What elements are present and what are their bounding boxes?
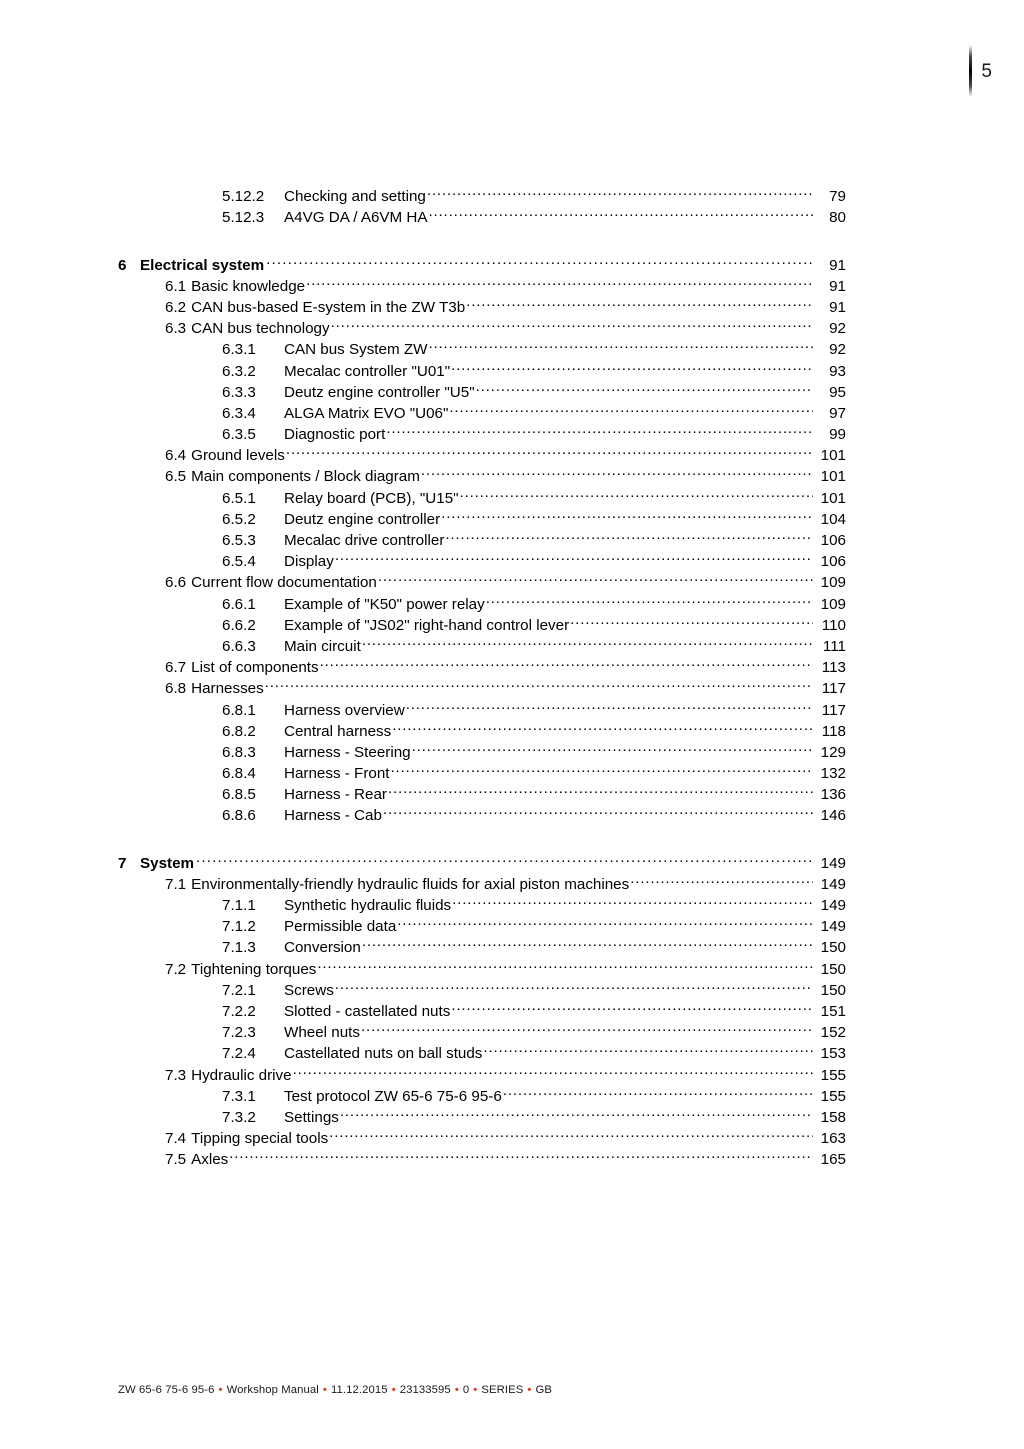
footer-separator-icon: • bbox=[527, 1384, 532, 1396]
toc-entry-number: 6.6.1 bbox=[222, 595, 256, 613]
toc-leader-dots bbox=[460, 487, 813, 502]
toc-entry-number: 7.3.2 bbox=[222, 1108, 256, 1126]
toc-entry-page: 92 bbox=[829, 320, 846, 338]
toc-entry-title: Tightening torques bbox=[191, 960, 317, 978]
toc-entry-number: 5.12.2 bbox=[222, 188, 265, 206]
toc-entry-page: 101 bbox=[820, 447, 846, 465]
toc-leader-dots bbox=[196, 852, 813, 867]
toc-entry-number: 6.3.1 bbox=[222, 341, 256, 359]
toc-entry-number: 7.4 bbox=[165, 1130, 187, 1148]
toc-entry-number: 6.1 bbox=[165, 277, 187, 295]
toc-entry-page: 146 bbox=[820, 807, 846, 825]
toc-section-gap bbox=[0, 228, 1024, 254]
toc-entry-page: 79 bbox=[829, 188, 846, 206]
toc-entry-page: 165 bbox=[820, 1151, 846, 1169]
toc-entry-page: 95 bbox=[829, 383, 846, 401]
footer-part: 11.12.2015 bbox=[330, 1384, 388, 1396]
toc-entry[interactable] bbox=[0, 487, 1024, 508]
toc-entry-title: Deutz engine controller "U5" bbox=[284, 383, 475, 401]
toc-entry-page: 101 bbox=[820, 468, 846, 486]
page-footer bbox=[118, 1384, 552, 1396]
toc-entry-title: Example of "K50" power relay bbox=[284, 595, 485, 613]
toc-entry-title: Tipping special tools bbox=[191, 1130, 329, 1148]
toc-entry-number: 7.2.4 bbox=[222, 1045, 256, 1063]
toc-leader-dots bbox=[486, 593, 813, 608]
toc-entry[interactable] bbox=[0, 657, 1024, 678]
toc-entry-page: 113 bbox=[821, 659, 846, 677]
toc-entry[interactable] bbox=[0, 742, 1024, 763]
toc-leader-dots bbox=[449, 403, 813, 418]
toc-entry-page: 155 bbox=[820, 1066, 846, 1084]
toc-entry-title: Electrical system bbox=[140, 256, 265, 274]
toc-entry-number: 7.2.1 bbox=[222, 981, 256, 999]
toc-entry[interactable] bbox=[0, 678, 1024, 699]
toc-entry-number: 6.5.1 bbox=[222, 489, 256, 507]
toc-entry-page: 111 bbox=[822, 637, 846, 655]
toc-leader-dots bbox=[335, 551, 813, 566]
toc-entry-title: CAN bus System ZW bbox=[284, 341, 428, 359]
toc-leader-dots bbox=[421, 466, 813, 481]
toc-leader-dots bbox=[286, 445, 813, 460]
toc-entry-title: Castellated nuts on ball studs bbox=[284, 1045, 483, 1063]
toc-entry-title: Relay board (PCB), "U15" bbox=[284, 489, 459, 507]
footer-part: 0 bbox=[462, 1384, 470, 1396]
toc-entry[interactable] bbox=[0, 852, 1024, 873]
header-page-marker bbox=[969, 45, 992, 97]
toc-entry[interactable] bbox=[0, 958, 1024, 979]
footer-separator-icon: • bbox=[454, 1384, 459, 1396]
toc-entry-page: 106 bbox=[820, 553, 846, 571]
toc-leader-dots bbox=[265, 678, 813, 693]
toc-entry-number: 6.5.3 bbox=[222, 532, 256, 549]
toc-entry-number: 7.1.2 bbox=[222, 918, 256, 936]
footer-part: 23133595 bbox=[399, 1384, 451, 1396]
footer-part: GB bbox=[535, 1384, 552, 1396]
toc-entry[interactable] bbox=[0, 403, 1024, 424]
toc-entry[interactable] bbox=[0, 1064, 1024, 1085]
toc-entry-title: ALGA Matrix EVO "U06" bbox=[284, 404, 449, 422]
toc-entry-title: Harness overview bbox=[284, 701, 405, 719]
toc-entry-page: 129 bbox=[820, 743, 846, 761]
toc-entry-page: 92 bbox=[829, 341, 846, 359]
toc-entry-number: 6.3.4 bbox=[222, 404, 256, 422]
toc-entry-number: 7 bbox=[118, 854, 127, 872]
toc-leader-dots bbox=[630, 874, 813, 889]
toc-entry-title: Main components / Block diagram bbox=[191, 468, 420, 486]
footer-separator-icon: • bbox=[473, 1384, 478, 1396]
toc-entry-number: 7.3 bbox=[165, 1066, 187, 1084]
toc-entry-page: 149 bbox=[820, 918, 846, 936]
toc-entry-title: Harness - Front bbox=[284, 765, 390, 783]
toc-entry-title: Main circuit bbox=[284, 637, 361, 655]
toc-entry-title: Mecalac controller "U01" bbox=[284, 362, 451, 380]
toc-entry[interactable] bbox=[0, 763, 1024, 784]
toc-entry-title: Synthetic hydraulic fluids bbox=[284, 897, 452, 914]
toc-entry-number: 6.8.6 bbox=[222, 807, 256, 825]
toc-leader-dots bbox=[306, 276, 813, 291]
toc-entry[interactable] bbox=[0, 551, 1024, 572]
toc-leader-dots bbox=[483, 1043, 813, 1058]
toc-entry-number: 7.5 bbox=[165, 1151, 187, 1169]
toc-leader-dots bbox=[362, 636, 813, 651]
toc-entry-page: 91 bbox=[829, 256, 846, 274]
toc-entry-number: 6.7 bbox=[165, 659, 187, 677]
toc-entry-title: Ground levels bbox=[191, 447, 285, 465]
toc-entry-title: Harness - Cab bbox=[284, 807, 382, 825]
toc-entry-title: Permissible data bbox=[284, 918, 397, 936]
toc-leader-dots bbox=[320, 657, 813, 672]
toc-entry-page: 99 bbox=[829, 426, 846, 444]
table-of-contents bbox=[0, 186, 1024, 1170]
toc-entry-title: Harness - Rear bbox=[284, 786, 387, 804]
toc-entry-title: Mecalac drive controller bbox=[284, 532, 445, 549]
toc-entry-title: Wheel nuts bbox=[284, 1024, 360, 1042]
toc-entry[interactable] bbox=[0, 874, 1024, 895]
footer-part: SERIES bbox=[481, 1384, 524, 1396]
toc-entry[interactable] bbox=[0, 207, 1024, 228]
toc-leader-dots bbox=[392, 721, 813, 736]
toc-entry-number: 6.4 bbox=[165, 447, 187, 465]
toc-entry-title: Current flow documentation bbox=[191, 574, 377, 592]
toc-entry[interactable] bbox=[0, 360, 1024, 381]
toc-entry-number: 6.5.2 bbox=[222, 510, 256, 528]
toc-leader-dots bbox=[378, 572, 813, 587]
toc-entry-title: Display bbox=[284, 553, 334, 571]
toc-entry-number: 6.8.1 bbox=[222, 701, 256, 719]
toc-entry-title: Settings bbox=[284, 1108, 339, 1126]
toc-entry-title: Checking and setting bbox=[284, 188, 426, 206]
toc-entry-number: 6.8.3 bbox=[222, 743, 256, 761]
toc-entry-title: Deutz engine controller bbox=[284, 510, 441, 528]
toc-entry-page: 91 bbox=[829, 277, 846, 295]
toc-leader-dots bbox=[412, 742, 813, 757]
toc-entry-number: 6.8 bbox=[165, 680, 187, 698]
toc-leader-dots bbox=[329, 1128, 813, 1143]
toc-entry[interactable] bbox=[0, 1043, 1024, 1064]
toc-entry[interactable] bbox=[0, 615, 1024, 636]
toc-leader-dots bbox=[451, 360, 813, 375]
toc-entry-title: System bbox=[140, 854, 195, 872]
toc-entry[interactable] bbox=[0, 721, 1024, 742]
toc-entry[interactable] bbox=[0, 318, 1024, 339]
toc-entry-page: 150 bbox=[820, 960, 846, 978]
toc-entry-page: 97 bbox=[829, 404, 846, 422]
toc-leader-dots bbox=[335, 980, 813, 995]
toc-entry[interactable] bbox=[0, 424, 1024, 445]
toc-entry-page: 80 bbox=[829, 209, 846, 227]
toc-leader-dots bbox=[406, 699, 813, 714]
toc-leader-dots bbox=[331, 318, 813, 333]
toc-entry[interactable] bbox=[0, 339, 1024, 360]
toc-entry-title: Slotted - castellated nuts bbox=[284, 1002, 451, 1020]
toc-entry-number: 6.3.3 bbox=[222, 383, 256, 401]
toc-entry-title: Basic knowledge bbox=[191, 277, 306, 295]
toc-entry[interactable] bbox=[0, 1107, 1024, 1128]
toc-entry-title: CAN bus technology bbox=[191, 320, 330, 338]
toc-leader-dots bbox=[451, 1001, 813, 1016]
toc-leader-dots bbox=[386, 424, 813, 439]
toc-entry[interactable] bbox=[0, 276, 1024, 297]
toc-entry-number: 6.6.3 bbox=[222, 637, 256, 655]
toc-entry-page: 117 bbox=[821, 680, 846, 698]
toc-entry[interactable] bbox=[0, 636, 1024, 657]
toc-leader-dots bbox=[570, 615, 813, 630]
toc-entry-page: 136 bbox=[820, 786, 846, 804]
toc-entry-title: List of components bbox=[191, 659, 319, 677]
toc-entry-number: 6.3.2 bbox=[222, 362, 256, 380]
toc-leader-dots bbox=[317, 958, 813, 973]
toc-entry-number: 6.5.4 bbox=[222, 553, 256, 571]
toc-entry-number: 6.6.2 bbox=[222, 616, 256, 634]
toc-entry-page: 110 bbox=[821, 616, 846, 634]
toc-entry-page: 150 bbox=[820, 939, 846, 957]
toc-leader-dots bbox=[391, 763, 814, 778]
toc-entry[interactable] bbox=[0, 509, 1024, 530]
toc-entry[interactable] bbox=[0, 466, 1024, 487]
toc-entry[interactable] bbox=[0, 1086, 1024, 1107]
toc-leader-dots bbox=[362, 937, 813, 952]
toc-entry[interactable] bbox=[0, 895, 1024, 916]
toc-leader-dots bbox=[266, 254, 813, 269]
toc-entry[interactable] bbox=[0, 916, 1024, 937]
toc-entry-page: 117 bbox=[821, 701, 846, 719]
toc-entry[interactable] bbox=[0, 572, 1024, 593]
toc-leader-dots bbox=[361, 1022, 813, 1037]
toc-entry-page: 149 bbox=[820, 854, 846, 872]
toc-entry[interactable] bbox=[0, 186, 1024, 207]
toc-entry-number: 7.3.1 bbox=[222, 1087, 256, 1105]
toc-entry-page: 158 bbox=[820, 1108, 846, 1126]
toc-entry[interactable] bbox=[0, 1022, 1024, 1043]
toc-entry-number: 7.2 bbox=[165, 960, 187, 978]
toc-entry-page: 109 bbox=[820, 574, 846, 592]
toc-entry-number: 6.8.4 bbox=[222, 765, 256, 783]
toc-entry-page: 155 bbox=[820, 1087, 846, 1105]
toc-entry-page: 151 bbox=[820, 1002, 846, 1020]
toc-entry-title: Axles bbox=[191, 1151, 229, 1169]
toc-entry-number: 7.1.1 bbox=[222, 897, 256, 914]
toc-entry[interactable] bbox=[0, 297, 1024, 318]
footer-separator-icon: • bbox=[322, 1384, 327, 1396]
toc-entry-number: 6.8.5 bbox=[222, 786, 256, 804]
footer-part: ZW 65-6 75-6 95-6 bbox=[118, 1384, 215, 1396]
toc-entry-title: Example of "JS02" right-hand control lever bbox=[284, 616, 570, 634]
footer-part: Workshop Manual bbox=[226, 1384, 319, 1396]
toc-entry-page: 109 bbox=[820, 595, 846, 613]
toc-section-gap bbox=[0, 826, 1024, 852]
toc-entry[interactable] bbox=[0, 1149, 1024, 1170]
toc-entry[interactable] bbox=[0, 699, 1024, 720]
toc-entry[interactable] bbox=[0, 980, 1024, 1001]
toc-entry-number: 6.6 bbox=[165, 574, 187, 592]
toc-entry-title: Hydraulic drive bbox=[191, 1066, 292, 1084]
toc-entry-title: Screws bbox=[284, 981, 334, 999]
toc-entry-page: 118 bbox=[821, 722, 846, 740]
footer-separator-icon: • bbox=[391, 1384, 396, 1396]
toc-entry-number: 7.1 bbox=[165, 875, 187, 893]
toc-entry-page: 101 bbox=[820, 489, 846, 507]
toc-entry-page: 104 bbox=[820, 510, 846, 528]
toc-entry-title: Harness - Steering bbox=[284, 743, 411, 761]
toc-entry-page: 149 bbox=[820, 897, 846, 914]
toc-leader-dots bbox=[441, 509, 813, 524]
toc-entry-number: 7.2.2 bbox=[222, 1002, 256, 1020]
toc-entry[interactable] bbox=[0, 937, 1024, 958]
toc-leader-dots bbox=[383, 805, 813, 820]
toc-entry-title: CAN bus-based E-system in the ZW T3b bbox=[191, 298, 466, 316]
toc-leader-dots bbox=[429, 207, 814, 222]
toc-entry[interactable] bbox=[0, 1128, 1024, 1149]
toc-leader-dots bbox=[229, 1149, 813, 1164]
toc-leader-dots bbox=[466, 297, 813, 312]
page-number: 5 bbox=[981, 60, 992, 82]
toc-entry[interactable] bbox=[0, 593, 1024, 614]
toc-entry-page: 150 bbox=[820, 981, 846, 999]
toc-entry-title: Environmentally-friendly hydraulic fluids for axial piston machines bbox=[191, 875, 630, 893]
toc-entry-page: 91 bbox=[829, 298, 846, 316]
toc-entry-title: Harnesses bbox=[191, 680, 264, 698]
toc-entry-number: 6.8.2 bbox=[222, 722, 256, 740]
toc-entry-title: Test protocol ZW 65-6 75-6 95-6 bbox=[284, 1087, 502, 1105]
toc-entry[interactable] bbox=[0, 784, 1024, 805]
toc-entry-number: 5.12.3 bbox=[222, 209, 265, 227]
toc-entry-page: 106 bbox=[820, 532, 846, 549]
toc-entry[interactable] bbox=[0, 445, 1024, 466]
toc-entry-title: Central harness bbox=[284, 722, 392, 740]
toc-entry-title: Diagnostic port bbox=[284, 426, 386, 444]
toc-entry-page: 93 bbox=[829, 362, 846, 380]
toc-entry-page: 163 bbox=[820, 1130, 846, 1148]
toc-leader-dots bbox=[503, 1086, 813, 1101]
toc-entry-title: Conversion bbox=[284, 939, 361, 957]
toc-entry-page: 153 bbox=[820, 1045, 846, 1063]
toc-entry[interactable] bbox=[0, 530, 1024, 551]
toc-leader-dots bbox=[427, 186, 813, 201]
toc-leader-dots bbox=[428, 339, 813, 354]
toc-entry-page: 132 bbox=[820, 765, 846, 783]
toc-leader-dots bbox=[397, 916, 813, 931]
toc-entry-number: 6.3.5 bbox=[222, 426, 256, 444]
toc-entry-number: 6.2 bbox=[165, 298, 187, 316]
toc-entry[interactable] bbox=[0, 382, 1024, 403]
toc-entry[interactable] bbox=[0, 254, 1024, 275]
toc-leader-dots bbox=[476, 382, 813, 397]
toc-entry-page: 152 bbox=[820, 1024, 846, 1042]
toc-entry-title: A4VG DA / A6VM HA bbox=[284, 209, 428, 227]
toc-entry-number: 7.2.3 bbox=[222, 1024, 256, 1042]
toc-entry[interactable] bbox=[0, 805, 1024, 826]
toc-entry[interactable] bbox=[0, 1001, 1024, 1022]
toc-entry-number: 6 bbox=[118, 256, 127, 274]
footer-separator-icon: • bbox=[218, 1384, 223, 1396]
toc-leader-dots bbox=[445, 530, 813, 545]
toc-entry-number: 6.5 bbox=[165, 468, 187, 486]
toc-entry-number: 7.1.3 bbox=[222, 939, 256, 957]
page-header bbox=[0, 0, 1024, 120]
header-rule-icon bbox=[969, 45, 972, 97]
toc-leader-dots bbox=[388, 784, 813, 799]
toc-leader-dots bbox=[452, 895, 813, 910]
toc-leader-dots bbox=[293, 1064, 813, 1079]
toc-leader-dots bbox=[340, 1107, 813, 1122]
toc-entry-number: 6.3 bbox=[165, 320, 187, 338]
toc-entry-page: 149 bbox=[820, 875, 846, 893]
